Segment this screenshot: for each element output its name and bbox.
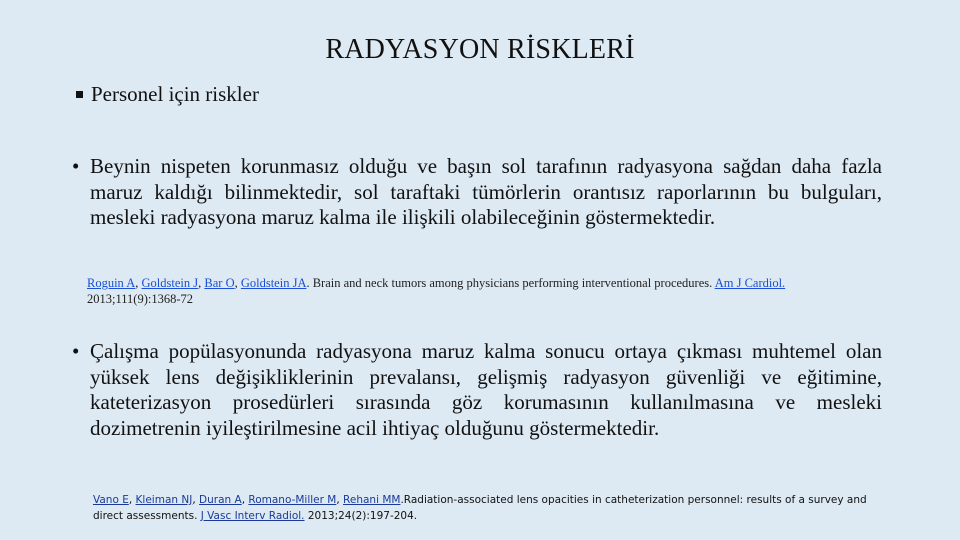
- ref2-author-link[interactable]: Romano-Miller M: [248, 494, 337, 506]
- square-bullet-icon: [76, 91, 83, 98]
- bullet-text-1: Beynin nispeten korunmasız olduğu ve başın sol tarafının radyasyona sağdan daha fazla maruz kaldığı bilinmektedir, sol taraftaki tümörlerin orantısız raporlarının bu bulguları, mesleki radyasyona maruz kalma ile ilişkili olabileceğinin göstermektedir.: [90, 154, 882, 229]
- bullet-item-2: [72, 339, 882, 441]
- ref2-title: .Radiation-associated lens opacities in catheterization personnel: results of a survey and direct assessments.: [93, 494, 867, 522]
- ref2-author-link[interactable]: Duran A: [199, 494, 242, 506]
- ref1-author-link[interactable]: Goldstein JA: [240, 276, 307, 290]
- reference-1: Roguin A, Goldstein J, Bar O, Goldstein JA. Brain and neck tumors among physicians performing interventional procedures. Am J Cardiol. 2013;111(9):1368-72: [87, 276, 786, 306]
- reference-2: Vano E, Kleiman NJ, Duran A, Romano-Miller M, Rehani MM.Radiation-associated lens opacities in catheterization personnel: results of a survey and direct assessments. J Vasc Interv Radiol. 2013;24(2):197-204.: [93, 494, 867, 522]
- ref2-author-link[interactable]: Rehani MM: [343, 494, 401, 506]
- bullet-text-2: Çalışma popülasyonunda radyasyona maruz kalma sonucu ortaya çıkması muhtemel olan yüksek lens değişikliklerinin prevalansı, gelişmiş radyasyon güvenliği ve eğitimine, kateterizasyon prosedürleri sırasında göz korumasının kullanılmasına ve mesleki dozimetrenin iyileştirilmesine acil ihtiyaç olduğunu göstermektedir.: [90, 339, 882, 440]
- slide-title: RADYASYON RİSKLERİ: [325, 34, 635, 65]
- ref1-journal-link[interactable]: Am J Cardiol.: [714, 276, 786, 290]
- round-bullet-icon: •: [72, 339, 80, 363]
- ref2-author-link[interactable]: Kleiman NJ: [135, 494, 193, 506]
- subheading: [76, 82, 259, 107]
- ref1-author-link[interactable]: Goldstein J: [141, 276, 199, 290]
- subheading-text: Personel için riskler: [91, 82, 259, 106]
- ref2-citation: 2013;24(2):197-204.: [304, 510, 418, 522]
- ref1-title: . Brain and neck tumors among physicians performing interventional procedures.: [306, 276, 715, 290]
- ref1-citation: 2013;111(9):1368-72: [87, 292, 194, 306]
- round-bullet-icon: •: [72, 154, 80, 178]
- ref1-author-link[interactable]: Roguin A: [87, 276, 136, 290]
- ref2-journal-link[interactable]: J Vasc Interv Radiol.: [200, 510, 305, 522]
- bullet-item-1: [72, 154, 882, 231]
- ref2-author-link[interactable]: Vano E: [93, 494, 129, 506]
- ref1-author-link[interactable]: Bar O: [204, 276, 235, 290]
